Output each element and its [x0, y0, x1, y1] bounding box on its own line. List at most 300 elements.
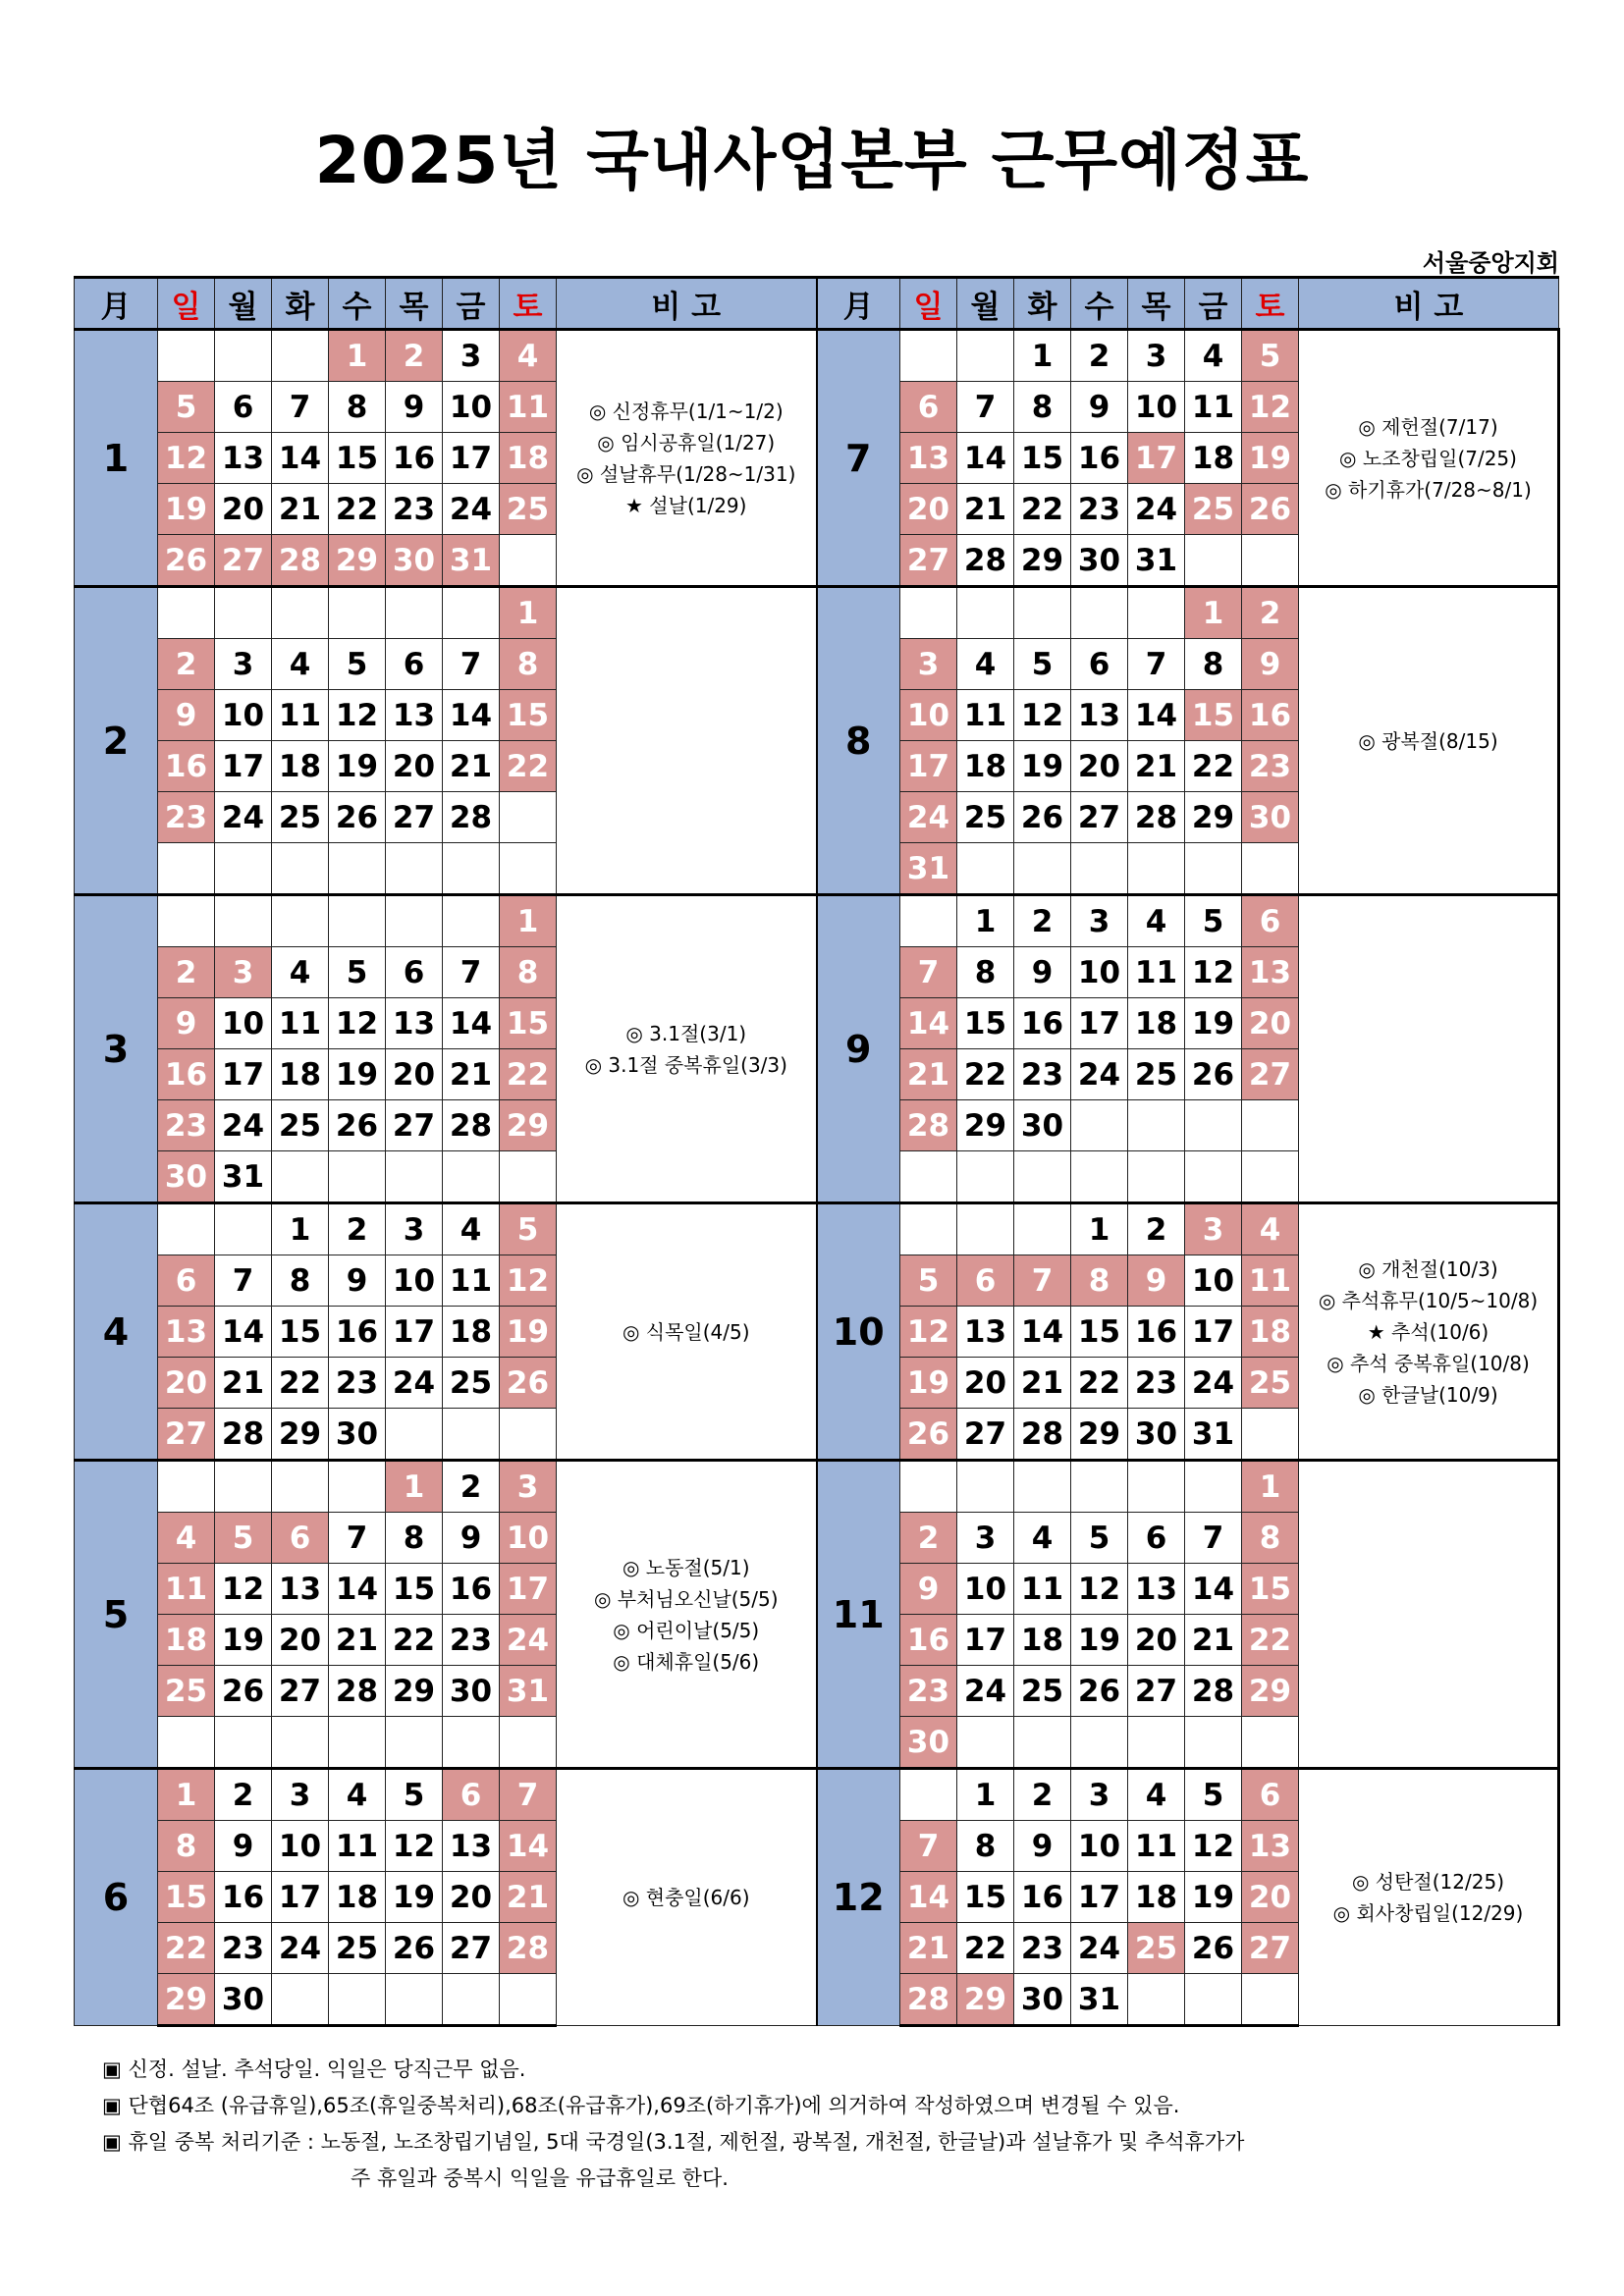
day-cell	[1185, 843, 1242, 895]
day-cell	[272, 843, 329, 895]
notes-cell	[557, 1203, 817, 1461]
day-cell	[329, 587, 386, 639]
day-cell: 5	[1071, 1513, 1128, 1564]
day-cell: 1	[1014, 330, 1071, 382]
day-cell: 15	[1185, 690, 1242, 741]
day-cell	[272, 1717, 329, 1769]
day-cell: 24	[1071, 1923, 1128, 1974]
day-cell: 20	[443, 1872, 500, 1923]
note-item: ★ 설날(1/29)	[625, 493, 747, 517]
day-cell: 10	[1071, 1821, 1128, 1872]
day-cell: 22	[1071, 1358, 1128, 1409]
month-label: 5	[75, 1461, 158, 1769]
day-cell	[1128, 1461, 1185, 1513]
day-cell: 15	[272, 1307, 329, 1358]
day-cell: 29	[329, 535, 386, 587]
note-item: ◎ 노동절(5/1)	[622, 1555, 750, 1579]
note-item: ◎ 추석 중복휴일(10/8)	[1326, 1351, 1530, 1375]
day-cell: 3	[1071, 895, 1128, 947]
footer-note-2: ▣ 단협64조 (유급휴일),65조(휴일중복처리),68조(유급휴가),69조(하기휴가)에 의거하여 작성하였으며 변경될 수 있음.	[102, 2094, 1180, 2117]
day-cell	[272, 1461, 329, 1513]
notes-cell	[1299, 1203, 1559, 1461]
day-cell: 23	[1128, 1358, 1185, 1409]
day-cell: 24	[1185, 1358, 1242, 1409]
day-cell: 16	[158, 741, 215, 792]
day-cell: 23	[1014, 1923, 1071, 1974]
day-cell: 22	[1014, 484, 1071, 535]
header-mon: 월	[957, 278, 1014, 330]
day-cell: 7	[1014, 1255, 1071, 1307]
day-cell: 18	[1128, 998, 1185, 1049]
day-cell: 19	[900, 1358, 957, 1409]
day-cell: 8	[158, 1821, 215, 1872]
day-cell: 2	[1014, 895, 1071, 947]
day-cell: 5	[1014, 639, 1071, 690]
day-cell	[158, 330, 215, 382]
month-label: 2	[75, 587, 158, 895]
day-cell: 5	[386, 1769, 443, 1821]
note-item: ◎ 하기휴가(7/28~8/1)	[1325, 477, 1532, 502]
day-cell: 31	[500, 1666, 557, 1717]
day-cell: 19	[1242, 433, 1299, 484]
header-thu: 목	[1128, 278, 1185, 330]
day-cell: 30	[1128, 1409, 1185, 1461]
day-cell	[1128, 843, 1185, 895]
day-cell: 5	[329, 947, 386, 998]
day-cell: 21	[1128, 741, 1185, 792]
header-thu: 목	[386, 278, 443, 330]
day-cell: 24	[215, 1100, 272, 1151]
day-cell	[386, 895, 443, 947]
day-cell	[957, 1151, 1014, 1203]
day-cell: 15	[1014, 433, 1071, 484]
day-cell: 25	[1128, 1923, 1185, 1974]
day-cell: 28	[500, 1923, 557, 1974]
day-cell: 2	[1071, 330, 1128, 382]
day-cell: 28	[215, 1409, 272, 1461]
day-cell: 6	[1242, 895, 1299, 947]
day-cell	[386, 1151, 443, 1203]
day-cell: 4	[500, 330, 557, 382]
day-cell: 7	[900, 1821, 957, 1872]
day-cell	[900, 1151, 957, 1203]
day-cell: 9	[1128, 1255, 1185, 1307]
day-cell: 1	[386, 1461, 443, 1513]
day-cell: 25	[443, 1358, 500, 1409]
day-cell: 16	[386, 433, 443, 484]
day-cell	[500, 1974, 557, 2026]
day-cell: 1	[1185, 587, 1242, 639]
note-item: ◎ 노조창립일(7/25)	[1339, 446, 1517, 470]
day-cell: 3	[443, 330, 500, 382]
day-cell: 29	[1014, 535, 1071, 587]
day-cell: 25	[272, 1100, 329, 1151]
day-cell	[386, 1409, 443, 1461]
day-cell	[1242, 1409, 1299, 1461]
week-row	[75, 895, 1559, 947]
day-cell: 17	[1185, 1307, 1242, 1358]
day-cell: 19	[158, 484, 215, 535]
day-cell: 31	[215, 1151, 272, 1203]
day-cell: 7	[329, 1513, 386, 1564]
day-cell	[1128, 1717, 1185, 1769]
day-cell: 27	[272, 1666, 329, 1717]
day-cell	[1242, 1974, 1299, 2026]
day-cell: 21	[443, 1049, 500, 1100]
day-cell	[1014, 1203, 1071, 1255]
day-cell: 15	[500, 998, 557, 1049]
day-cell	[1242, 1717, 1299, 1769]
day-cell: 6	[215, 382, 272, 433]
day-cell: 15	[158, 1872, 215, 1923]
branch-label: 서울중앙지회	[1422, 249, 1559, 277]
day-cell: 23	[158, 1100, 215, 1151]
day-cell: 14	[1128, 690, 1185, 741]
day-cell: 5	[1185, 1769, 1242, 1821]
note-item: ◎ 개천절(10/3)	[1358, 1256, 1498, 1281]
day-cell: 10	[1071, 947, 1128, 998]
day-cell: 23	[443, 1615, 500, 1666]
day-cell: 7	[443, 947, 500, 998]
day-cell: 9	[386, 382, 443, 433]
day-cell: 28	[443, 792, 500, 843]
day-cell	[900, 330, 957, 382]
day-cell: 5	[158, 382, 215, 433]
day-cell: 29	[386, 1666, 443, 1717]
day-cell: 5	[1242, 330, 1299, 382]
day-cell: 21	[329, 1615, 386, 1666]
day-cell: 22	[500, 1049, 557, 1100]
day-cell: 3	[1185, 1203, 1242, 1255]
day-cell: 19	[1014, 741, 1071, 792]
day-cell: 28	[1185, 1666, 1242, 1717]
day-cell: 1	[957, 895, 1014, 947]
day-cell: 17	[1128, 433, 1185, 484]
day-cell	[900, 587, 957, 639]
day-cell: 16	[1014, 1872, 1071, 1923]
day-cell: 24	[1128, 484, 1185, 535]
day-cell: 3	[900, 639, 957, 690]
day-cell: 3	[215, 639, 272, 690]
day-cell: 19	[329, 741, 386, 792]
day-cell: 17	[215, 1049, 272, 1100]
day-cell: 11	[500, 382, 557, 433]
day-cell: 28	[957, 535, 1014, 587]
header-fri: 금	[1185, 278, 1242, 330]
notes-cell	[557, 587, 817, 895]
day-cell: 3	[215, 947, 272, 998]
header-month: 月	[817, 278, 900, 330]
day-cell: 14	[443, 690, 500, 741]
footer-note-4: 주 휴일과 중복시 익일을 유급휴일로 한다.	[351, 2166, 729, 2190]
day-cell	[215, 330, 272, 382]
day-cell: 6	[272, 1513, 329, 1564]
day-cell: 4	[272, 639, 329, 690]
day-cell: 2	[443, 1461, 500, 1513]
day-cell	[1128, 1100, 1185, 1151]
notes-cell	[557, 1461, 817, 1769]
day-cell: 22	[329, 484, 386, 535]
day-cell: 29	[272, 1409, 329, 1461]
day-cell: 5	[215, 1513, 272, 1564]
week-row	[75, 587, 1559, 639]
week-row	[75, 1203, 1559, 1255]
day-cell: 18	[1014, 1615, 1071, 1666]
note-item: ◎ 광복절(8/15)	[1358, 728, 1498, 753]
day-cell	[443, 843, 500, 895]
month-label: 3	[75, 895, 158, 1203]
month-label: 4	[75, 1203, 158, 1461]
day-cell	[443, 1409, 500, 1461]
note-item: ◎ 신정휴무(1/1~1/2)	[588, 399, 784, 423]
day-cell	[957, 587, 1014, 639]
notes-cell	[1299, 330, 1559, 587]
day-cell: 27	[1128, 1666, 1185, 1717]
day-cell: 25	[1014, 1666, 1071, 1717]
day-cell	[1128, 1151, 1185, 1203]
month-label: 6	[75, 1769, 158, 2026]
day-cell: 15	[957, 998, 1014, 1049]
day-cell: 9	[1242, 639, 1299, 690]
header-tue: 화	[1014, 278, 1071, 330]
footer-notes	[102, 2052, 1244, 2197]
day-cell: 30	[1071, 535, 1128, 587]
day-cell: 24	[1071, 1049, 1128, 1100]
day-cell: 7	[215, 1255, 272, 1307]
day-cell: 18	[1185, 433, 1242, 484]
day-cell: 1	[957, 1769, 1014, 1821]
day-cell: 18	[1128, 1872, 1185, 1923]
day-cell: 5	[1185, 895, 1242, 947]
month-label: 11	[817, 1461, 900, 1769]
header-fri: 금	[443, 278, 500, 330]
day-cell: 10	[957, 1564, 1014, 1615]
day-cell	[443, 895, 500, 947]
day-cell: 11	[158, 1564, 215, 1615]
day-cell: 5	[900, 1255, 957, 1307]
day-cell: 13	[1071, 690, 1128, 741]
day-cell	[957, 330, 1014, 382]
day-cell: 22	[158, 1923, 215, 1974]
header-wed: 수	[329, 278, 386, 330]
notes-cell	[557, 895, 817, 1203]
day-cell: 15	[386, 1564, 443, 1615]
day-cell: 14	[900, 1872, 957, 1923]
day-cell: 3	[272, 1769, 329, 1821]
day-cell: 19	[500, 1307, 557, 1358]
day-cell: 6	[386, 639, 443, 690]
day-cell	[1071, 1100, 1128, 1151]
day-cell: 17	[1071, 998, 1128, 1049]
day-cell: 31	[900, 843, 957, 895]
day-cell	[329, 1151, 386, 1203]
day-cell: 13	[1242, 947, 1299, 998]
day-cell: 9	[443, 1513, 500, 1564]
header-sun: 일	[900, 278, 957, 330]
day-cell: 2	[900, 1513, 957, 1564]
day-cell: 14	[272, 433, 329, 484]
day-cell: 27	[1242, 1923, 1299, 1974]
day-cell: 9	[158, 690, 215, 741]
day-cell	[1185, 1461, 1242, 1513]
note-item: ◎ 한글날(10/9)	[1358, 1382, 1498, 1407]
day-cell: 25	[500, 484, 557, 535]
day-cell: 10	[1128, 382, 1185, 433]
month-label: 1	[75, 330, 158, 587]
day-cell	[1242, 843, 1299, 895]
day-cell	[500, 1151, 557, 1203]
day-cell: 17	[386, 1307, 443, 1358]
day-cell: 27	[215, 535, 272, 587]
day-cell: 23	[900, 1666, 957, 1717]
day-cell: 30	[1014, 1974, 1071, 2026]
day-cell	[158, 1203, 215, 1255]
day-cell	[1185, 1151, 1242, 1203]
day-cell: 7	[1185, 1513, 1242, 1564]
day-cell: 20	[215, 484, 272, 535]
week-row	[75, 330, 1559, 382]
schedule-calendar-table	[74, 276, 1560, 2027]
day-cell	[900, 1461, 957, 1513]
day-cell: 27	[1071, 792, 1128, 843]
day-cell: 13	[215, 433, 272, 484]
day-cell: 3	[1071, 1769, 1128, 1821]
day-cell: 13	[158, 1307, 215, 1358]
day-cell: 17	[500, 1564, 557, 1615]
note-item: ◎ 추석휴무(10/5~10/8)	[1318, 1288, 1539, 1312]
day-cell: 16	[329, 1307, 386, 1358]
day-cell: 30	[1014, 1100, 1071, 1151]
day-cell: 28	[329, 1666, 386, 1717]
day-cell: 8	[1242, 1513, 1299, 1564]
header-note: 비 고	[557, 278, 817, 330]
day-cell: 30	[1242, 792, 1299, 843]
notes-cell	[1299, 1769, 1559, 2026]
day-cell	[443, 587, 500, 639]
day-cell: 4	[443, 1203, 500, 1255]
day-cell: 13	[1128, 1564, 1185, 1615]
day-cell	[1014, 587, 1071, 639]
day-cell: 4	[158, 1513, 215, 1564]
day-cell: 21	[215, 1358, 272, 1409]
day-cell: 10	[1185, 1255, 1242, 1307]
day-cell: 8	[329, 382, 386, 433]
note-item: ◎ 3.1절(3/1)	[625, 1021, 747, 1045]
day-cell: 20	[1128, 1615, 1185, 1666]
day-cell: 11	[443, 1255, 500, 1307]
day-cell: 22	[957, 1049, 1014, 1100]
note-item: ◎ 성탄절(12/25)	[1351, 1870, 1504, 1894]
header-tue: 화	[272, 278, 329, 330]
day-cell: 3	[957, 1513, 1014, 1564]
day-cell: 16	[1242, 690, 1299, 741]
day-cell: 29	[1242, 1666, 1299, 1717]
note-item: ◎ 식목일(4/5)	[622, 1319, 750, 1344]
day-cell: 21	[272, 484, 329, 535]
day-cell: 14	[329, 1564, 386, 1615]
day-cell: 17	[900, 741, 957, 792]
day-cell: 15	[329, 433, 386, 484]
notes-cell	[1299, 587, 1559, 895]
day-cell	[386, 587, 443, 639]
day-cell: 15	[1071, 1307, 1128, 1358]
day-cell: 25	[1128, 1049, 1185, 1100]
day-cell: 27	[443, 1923, 500, 1974]
day-cell: 9	[1014, 1821, 1071, 1872]
header-wed: 수	[1071, 278, 1128, 330]
day-cell: 31	[1185, 1409, 1242, 1461]
day-cell: 2	[215, 1769, 272, 1821]
day-cell	[215, 1717, 272, 1769]
day-cell: 2	[386, 330, 443, 382]
day-cell: 19	[215, 1615, 272, 1666]
day-cell: 7	[900, 947, 957, 998]
day-cell	[215, 1203, 272, 1255]
day-cell: 21	[957, 484, 1014, 535]
page-title: 2025년 국내사업본부 근무예정표	[314, 123, 1310, 198]
day-cell: 25	[158, 1666, 215, 1717]
notes-cell	[557, 330, 817, 587]
day-cell	[215, 895, 272, 947]
note-item: ◎ 어린이날(5/5)	[613, 1618, 760, 1642]
day-cell	[329, 1974, 386, 2026]
day-cell: 7	[272, 382, 329, 433]
day-cell	[900, 1769, 957, 1821]
day-cell: 26	[900, 1409, 957, 1461]
day-cell: 9	[1014, 947, 1071, 998]
day-cell: 9	[900, 1564, 957, 1615]
day-cell: 26	[329, 792, 386, 843]
day-cell	[1242, 535, 1299, 587]
day-cell: 12	[900, 1307, 957, 1358]
day-cell	[158, 1717, 215, 1769]
header-month: 月	[75, 278, 158, 330]
day-cell: 8	[1014, 382, 1071, 433]
day-cell: 26	[158, 535, 215, 587]
day-cell: 30	[329, 1409, 386, 1461]
day-cell	[272, 1974, 329, 2026]
day-cell	[386, 843, 443, 895]
day-cell: 23	[1242, 741, 1299, 792]
day-cell	[329, 1461, 386, 1513]
day-cell: 28	[443, 1100, 500, 1151]
day-cell: 8	[500, 639, 557, 690]
day-cell	[272, 330, 329, 382]
day-cell: 5	[500, 1203, 557, 1255]
day-cell: 4	[1185, 330, 1242, 382]
day-cell: 27	[1242, 1049, 1299, 1100]
day-cell: 11	[1185, 382, 1242, 433]
day-cell: 11	[1014, 1564, 1071, 1615]
footer-note-1: ▣ 신정. 설날. 추석당일. 익일은 당직근무 없음.	[102, 2057, 526, 2081]
day-cell: 27	[158, 1409, 215, 1461]
day-cell: 12	[1242, 382, 1299, 433]
day-cell	[1185, 1717, 1242, 1769]
day-cell	[1128, 587, 1185, 639]
day-cell	[1185, 1100, 1242, 1151]
day-cell: 30	[900, 1717, 957, 1769]
day-cell: 26	[1014, 792, 1071, 843]
day-cell	[215, 1461, 272, 1513]
day-cell: 23	[1014, 1049, 1071, 1100]
day-cell: 28	[1128, 792, 1185, 843]
note-item: ◎ 임시공휴일(1/27)	[597, 430, 776, 454]
day-cell	[500, 1409, 557, 1461]
header-sat: 토	[1242, 278, 1299, 330]
day-cell: 28	[900, 1100, 957, 1151]
day-cell	[272, 1151, 329, 1203]
day-cell: 12	[500, 1255, 557, 1307]
